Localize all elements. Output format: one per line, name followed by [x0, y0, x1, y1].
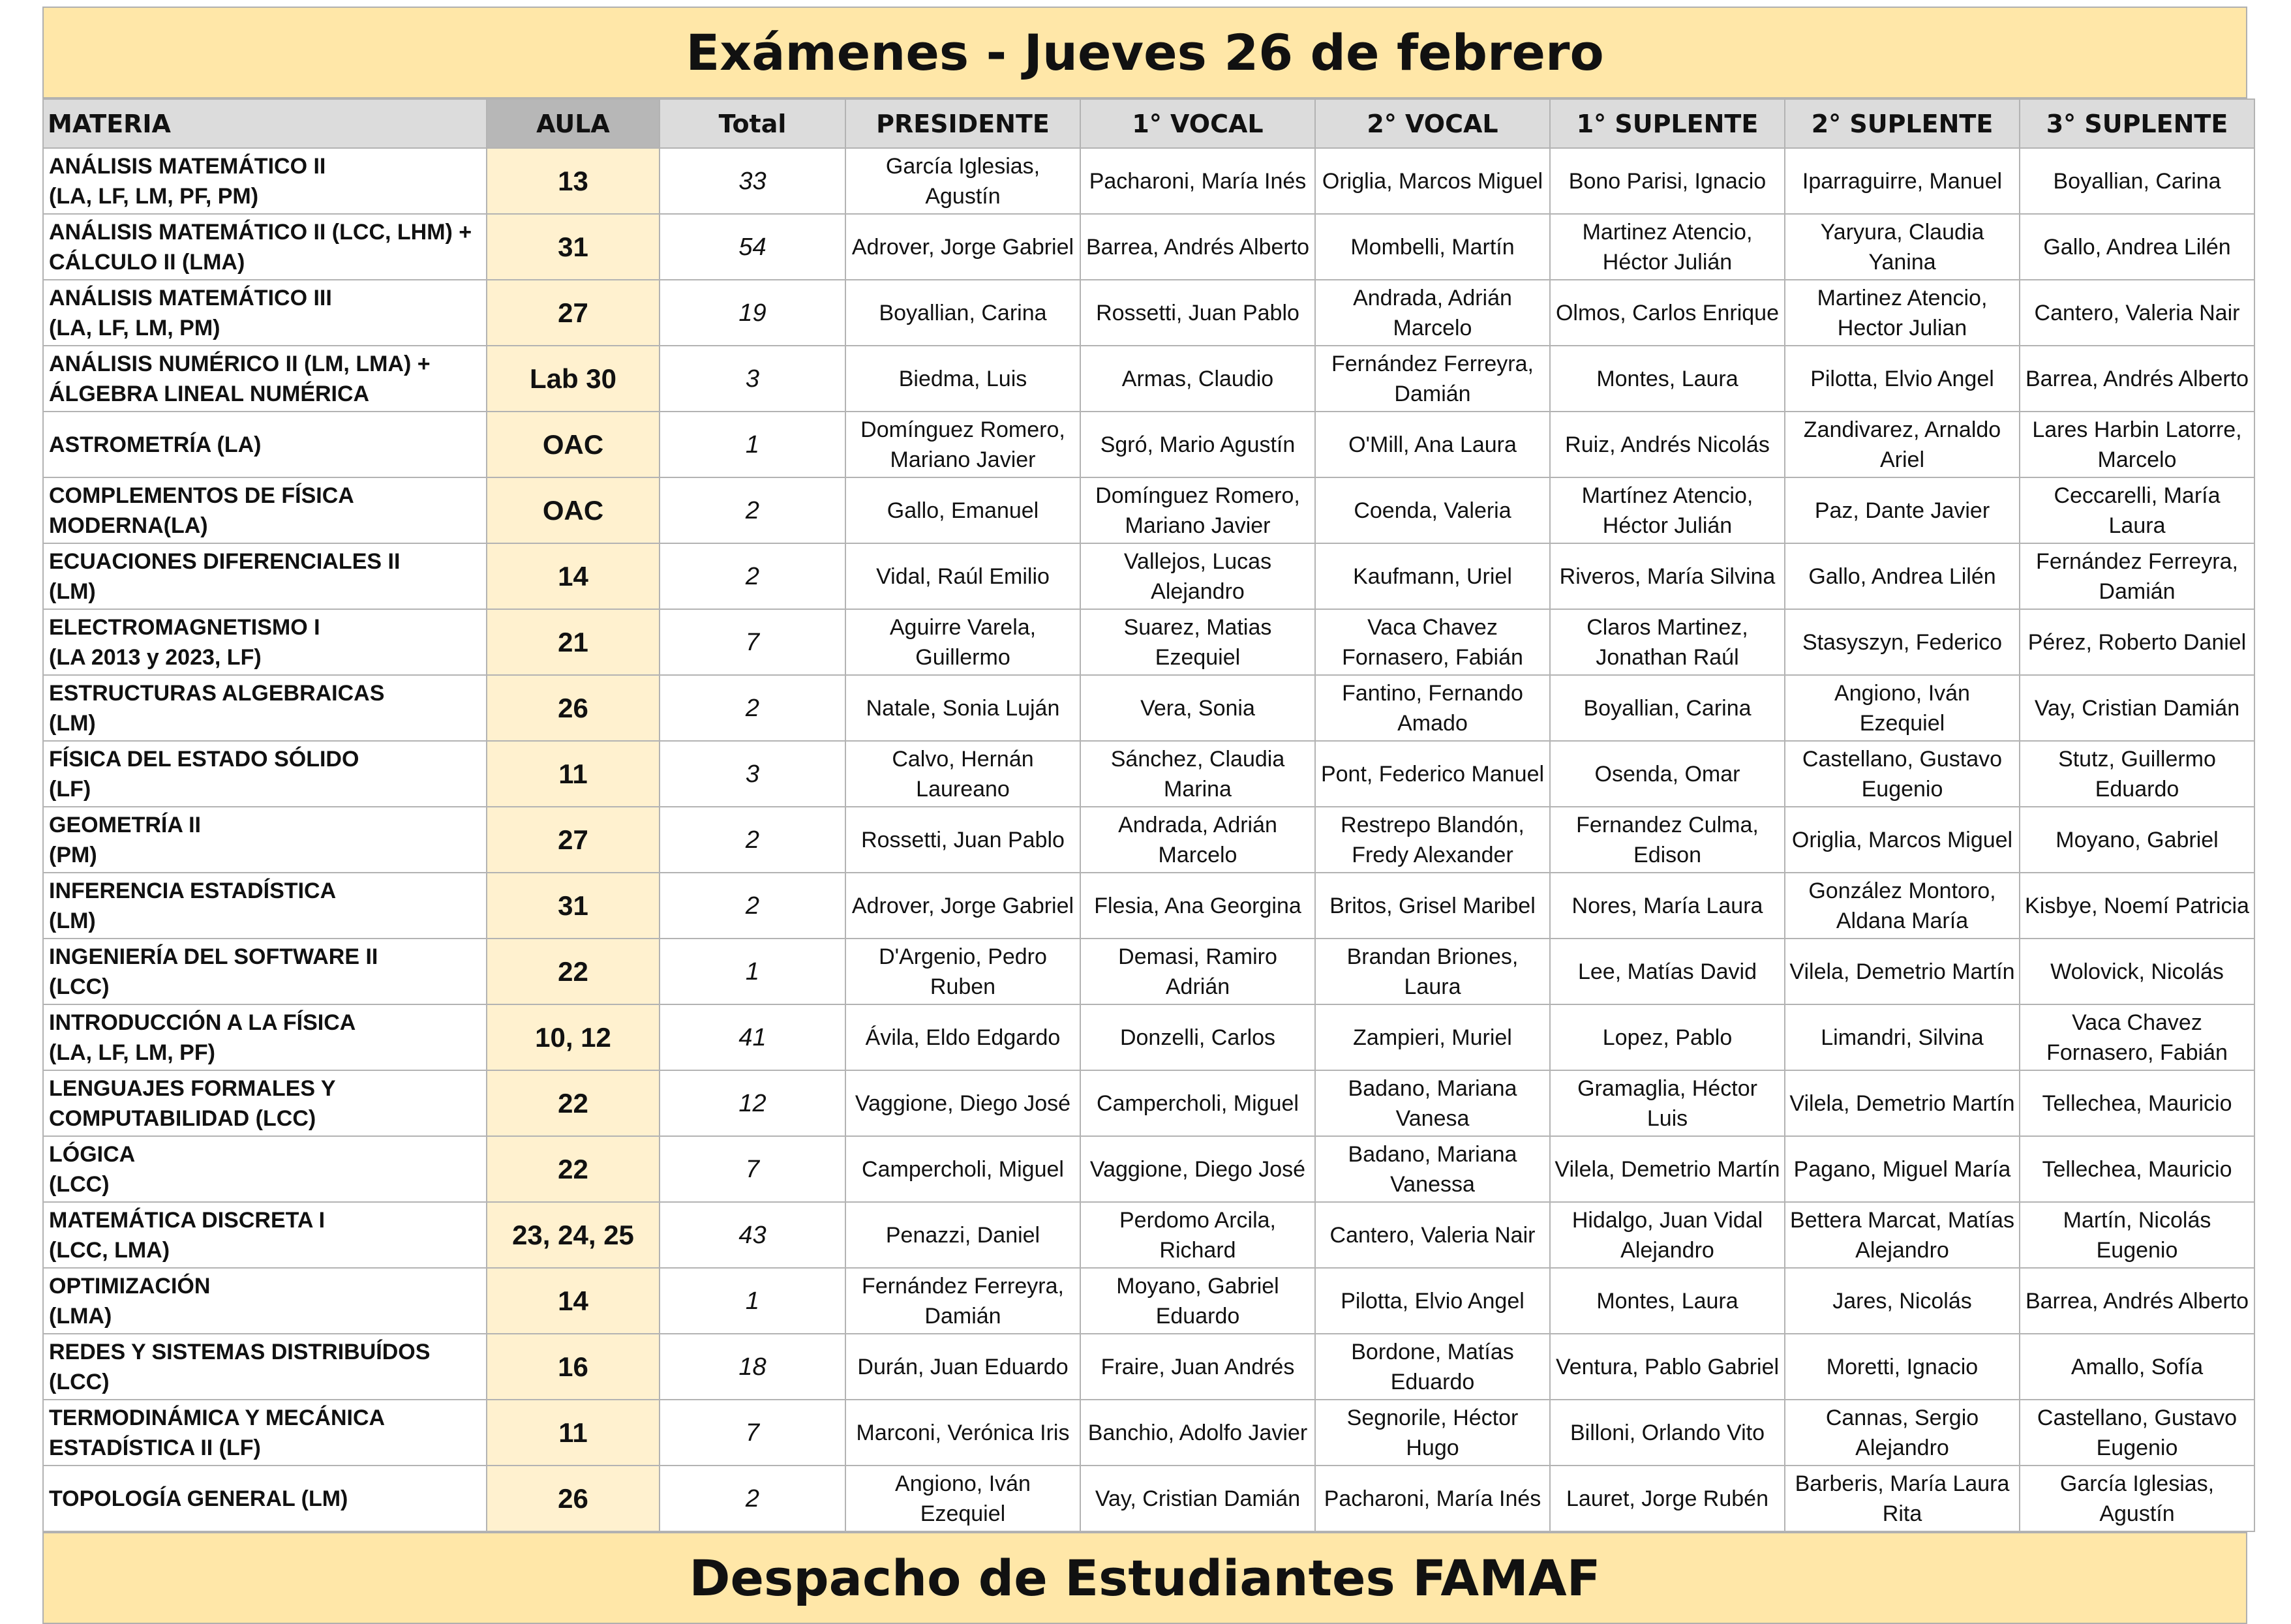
vocal-2-cell: Origlia, Marcos Miguel [1315, 148, 1550, 214]
vocal-1-cell: Fraire, Juan Andrés [1080, 1334, 1315, 1400]
presidente-cell: Biedma, Luis [845, 346, 1080, 412]
suplente-2-cell: Moretti, Ignacio [1785, 1334, 2020, 1400]
vocal-1-cell: Demasi, Ramiro Adrián [1080, 939, 1315, 1004]
vocal-2-cell: Segnorile, Héctor Hugo [1315, 1400, 1550, 1466]
materia-cell: TERMODINÁMICA Y MECÁNICA ESTADÍSTICA II (LF) [43, 1400, 487, 1466]
presidente-cell: Marconi, Verónica Iris [845, 1400, 1080, 1466]
materia-cell: ANÁLISIS MATEMÁTICO III (LA, LF, LM, PM) [43, 280, 487, 346]
total-cell: 3 [660, 346, 845, 412]
materia-cell: COMPLEMENTOS DE FÍSICA MODERNA(LA) [43, 477, 487, 543]
vocal-2-cell: Vaca Chavez Fornasero, Fabián [1315, 609, 1550, 675]
materia-cell: OPTIMIZACIÓN (LMA) [43, 1268, 487, 1334]
suplente-3-cell: Kisbye, Noemí Patricia [2020, 873, 2254, 939]
materia-cell: ELECTROMAGNETISMO I (LA 2013 y 2023, LF) [43, 609, 487, 675]
presidente-cell: Angiono, Iván Ezequiel [845, 1466, 1080, 1531]
total-cell: 43 [660, 1202, 845, 1268]
vocal-1-cell: Banchio, Adolfo Javier [1080, 1400, 1315, 1466]
vocal-2-cell: Badano, Mariana Vanesa [1315, 1070, 1550, 1136]
suplente-2-cell: Castellano, Gustavo Eugenio [1785, 741, 2020, 807]
vocal-2-cell: Fernández Ferreyra, Damián [1315, 346, 1550, 412]
suplente-3-cell: Martín, Nicolás Eugenio [2020, 1202, 2254, 1268]
suplente-3-cell: Moyano, Gabriel [2020, 807, 2254, 873]
table-row [43, 148, 2254, 214]
suplente-2-cell: Martinez Atencio, Hector Julian [1785, 280, 2020, 346]
suplente-3-cell: Stutz, Guillermo Eduardo [2020, 741, 2254, 807]
vocal-2-cell: Britos, Grisel Maribel [1315, 873, 1550, 939]
table-row [43, 1070, 2254, 1136]
aula-cell: 26 [487, 675, 660, 741]
total-cell: 41 [660, 1004, 845, 1070]
presidente-cell: Campercholi, Miguel [845, 1136, 1080, 1202]
total-cell: 1 [660, 939, 845, 1004]
column-header-suplente-2: 2° SUPLENTE [1785, 99, 2020, 148]
vocal-1-cell: Rossetti, Juan Pablo [1080, 280, 1315, 346]
suplente-3-cell: Vay, Cristian Damián [2020, 675, 2254, 741]
vocal-2-cell: Mombelli, Martín [1315, 214, 1550, 280]
vocal-2-cell: Bordone, Matías Eduardo [1315, 1334, 1550, 1400]
vocal-1-cell: Vallejos, Lucas Alejandro [1080, 543, 1315, 609]
suplente-1-cell: Martinez Atencio, Héctor Julián [1550, 214, 1785, 280]
vocal-1-cell: Barrea, Andrés Alberto [1080, 214, 1315, 280]
presidente-cell: Vidal, Raúl Emilio [845, 543, 1080, 609]
suplente-3-cell: Ceccarelli, María Laura [2020, 477, 2254, 543]
total-cell: 2 [660, 873, 845, 939]
materia-cell: INFERENCIA ESTADÍSTICA (LM) [43, 873, 487, 939]
aula-cell: 11 [487, 741, 660, 807]
total-cell: 1 [660, 412, 845, 477]
total-cell: 2 [660, 675, 845, 741]
vocal-1-cell: Flesia, Ana Georgina [1080, 873, 1315, 939]
suplente-1-cell: Claros Martinez, Jonathan Raúl [1550, 609, 1785, 675]
presidente-cell: Domínguez Romero, Mariano Javier [845, 412, 1080, 477]
presidente-cell: Gallo, Emanuel [845, 477, 1080, 543]
vocal-1-cell: Pacharoni, María Inés [1080, 148, 1315, 214]
presidente-cell: Natale, Sonia Luján [845, 675, 1080, 741]
header-row [43, 99, 2254, 148]
materia-cell: ANÁLISIS MATEMÁTICO II (LA, LF, LM, PF, PM) [43, 148, 487, 214]
exam-rows [43, 148, 2254, 1531]
suplente-2-cell: Cannas, Sergio Alejandro [1785, 1400, 2020, 1466]
vocal-1-cell: Domínguez Romero, Mariano Javier [1080, 477, 1315, 543]
suplente-3-cell: Amallo, Sofía [2020, 1334, 2254, 1400]
vocal-1-cell: Sgró, Mario Agustín [1080, 412, 1315, 477]
suplente-3-cell: Gallo, Andrea Lilén [2020, 214, 2254, 280]
suplente-2-cell: Barberis, María Laura Rita [1785, 1466, 2020, 1531]
table-row [43, 807, 2254, 873]
materia-cell: FÍSICA DEL ESTADO SÓLIDO (LF) [43, 741, 487, 807]
column-header-suplente-3: 3° SUPLENTE [2020, 99, 2254, 148]
vocal-2-cell: Restrepo Blandón, Fredy Alexander [1315, 807, 1550, 873]
suplente-2-cell: Yaryura, Claudia Yanina [1785, 214, 2020, 280]
aula-cell: 13 [487, 148, 660, 214]
suplente-3-cell: Barrea, Andrés Alberto [2020, 1268, 2254, 1334]
suplente-2-cell: Stasyszyn, Federico [1785, 609, 2020, 675]
total-cell: 7 [660, 1136, 845, 1202]
presidente-cell: Rossetti, Juan Pablo [845, 807, 1080, 873]
vocal-2-cell: O'Mill, Ana Laura [1315, 412, 1550, 477]
table-row [43, 873, 2254, 939]
table-row [43, 1466, 2254, 1531]
total-cell: 2 [660, 1466, 845, 1531]
suplente-1-cell: Billoni, Orlando Vito [1550, 1400, 1785, 1466]
aula-cell: 27 [487, 280, 660, 346]
suplente-3-cell: Castellano, Gustavo Eugenio [2020, 1400, 2254, 1466]
total-cell: 2 [660, 477, 845, 543]
vocal-1-cell: Andrada, Adrián Marcelo [1080, 807, 1315, 873]
total-cell: 33 [660, 148, 845, 214]
materia-cell: REDES Y SISTEMAS DISTRIBUÍDOS (LCC) [43, 1334, 487, 1400]
suplente-2-cell: Gallo, Andrea Lilén [1785, 543, 2020, 609]
suplente-2-cell: Pilotta, Elvio Angel [1785, 346, 2020, 412]
presidente-cell: Vaggione, Diego José [845, 1070, 1080, 1136]
table-row [43, 214, 2254, 280]
suplente-3-cell: Tellechea, Mauricio [2020, 1070, 2254, 1136]
suplente-3-cell: Fernández Ferreyra, Damián [2020, 543, 2254, 609]
total-cell: 19 [660, 280, 845, 346]
aula-cell: 31 [487, 873, 660, 939]
table-row [43, 1268, 2254, 1334]
suplente-2-cell: Pagano, Miguel María [1785, 1136, 2020, 1202]
aula-cell: 22 [487, 939, 660, 1004]
suplente-1-cell: Boyallian, Carina [1550, 675, 1785, 741]
materia-cell: GEOMETRÍA II (PM) [43, 807, 487, 873]
column-header-vocal-2: 2° VOCAL [1315, 99, 1550, 148]
suplente-2-cell: Zandivarez, Arnaldo Ariel [1785, 412, 2020, 477]
suplente-1-cell: Montes, Laura [1550, 346, 1785, 412]
presidente-cell: Adrover, Jorge Gabriel [845, 214, 1080, 280]
total-cell: 2 [660, 543, 845, 609]
suplente-1-cell: Vilela, Demetrio Martín [1550, 1136, 1785, 1202]
aula-cell: OAC [487, 477, 660, 543]
page-title: Exámenes - Jueves 26 de febrero [42, 7, 2247, 98]
suplente-3-cell: Cantero, Valeria Nair [2020, 280, 2254, 346]
vocal-2-cell: Zampieri, Muriel [1315, 1004, 1550, 1070]
suplente-1-cell: Osenda, Omar [1550, 741, 1785, 807]
presidente-cell: Fernández Ferreyra, Damián [845, 1268, 1080, 1334]
vocal-2-cell: Coenda, Valeria [1315, 477, 1550, 543]
presidente-cell: Ávila, Eldo Edgardo [845, 1004, 1080, 1070]
presidente-cell: Durán, Juan Eduardo [845, 1334, 1080, 1400]
vocal-1-cell: Armas, Claudio [1080, 346, 1315, 412]
vocal-2-cell: Fantino, Fernando Amado [1315, 675, 1550, 741]
presidente-cell: García Iglesias, Agustín [845, 148, 1080, 214]
materia-cell: ESTRUCTURAS ALGEBRAICAS (LM) [43, 675, 487, 741]
vocal-1-cell: Vay, Cristian Damián [1080, 1466, 1315, 1531]
vocal-2-cell: Pilotta, Elvio Angel [1315, 1268, 1550, 1334]
total-cell: 1 [660, 1268, 845, 1334]
suplente-1-cell: Lopez, Pablo [1550, 1004, 1785, 1070]
exam-schedule-sheet [42, 7, 2247, 1624]
aula-cell: 16 [487, 1334, 660, 1400]
table-row [43, 280, 2254, 346]
vocal-2-cell: Pacharoni, María Inés [1315, 1466, 1550, 1531]
aula-cell: Lab 30 [487, 346, 660, 412]
vocal-2-cell: Kaufmann, Uriel [1315, 543, 1550, 609]
aula-cell: OAC [487, 412, 660, 477]
suplente-3-cell: Vaca Chavez Fornasero, Fabián [2020, 1004, 2254, 1070]
column-header-suplente-1: 1° SUPLENTE [1550, 99, 1785, 148]
vocal-1-cell: Campercholi, Miguel [1080, 1070, 1315, 1136]
vocal-2-cell: Cantero, Valeria Nair [1315, 1202, 1550, 1268]
suplente-2-cell: Jares, Nicolás [1785, 1268, 2020, 1334]
table-row [43, 477, 2254, 543]
suplente-1-cell: Ventura, Pablo Gabriel [1550, 1334, 1785, 1400]
vocal-1-cell: Vera, Sonia [1080, 675, 1315, 741]
presidente-cell: Penazzi, Daniel [845, 1202, 1080, 1268]
suplente-2-cell: Vilela, Demetrio Martín [1785, 1070, 2020, 1136]
column-header-vocal-1: 1° VOCAL [1080, 99, 1315, 148]
suplente-2-cell: González Montoro, Aldana María [1785, 873, 2020, 939]
materia-cell: ANÁLISIS MATEMÁTICO II (LCC, LHM) + CÁLCULO II (LMA) [43, 214, 487, 280]
suplente-1-cell: Riveros, María Silvina [1550, 543, 1785, 609]
materia-cell: ANÁLISIS NUMÉRICO II (LM, LMA) + ÁLGEBRA LINEAL NUMÉRICA [43, 346, 487, 412]
suplente-3-cell: Tellechea, Mauricio [2020, 1136, 2254, 1202]
table-row [43, 675, 2254, 741]
table-row [43, 1202, 2254, 1268]
table-row [43, 1004, 2254, 1070]
vocal-1-cell: Donzelli, Carlos [1080, 1004, 1315, 1070]
suplente-3-cell: Lares Harbin Latorre, Marcelo [2020, 412, 2254, 477]
suplente-2-cell: Angiono, Iván Ezequiel [1785, 675, 2020, 741]
aula-cell: 27 [487, 807, 660, 873]
total-cell: 2 [660, 807, 845, 873]
vocal-1-cell: Sánchez, Claudia Marina [1080, 741, 1315, 807]
suplente-3-cell: Boyallian, Carina [2020, 148, 2254, 214]
table-row [43, 346, 2254, 412]
suplente-3-cell: García Iglesias, Agustín [2020, 1466, 2254, 1531]
suplente-2-cell: Limandri, Silvina [1785, 1004, 2020, 1070]
column-header-aula: AULA [487, 99, 660, 148]
aula-cell: 14 [487, 543, 660, 609]
vocal-1-cell: Perdomo Arcila, Richard [1080, 1202, 1315, 1268]
suplente-1-cell: Montes, Laura [1550, 1268, 1785, 1334]
suplente-1-cell: Lauret, Jorge Rubén [1550, 1466, 1785, 1531]
vocal-1-cell: Moyano, Gabriel Eduardo [1080, 1268, 1315, 1334]
materia-cell: TOPOLOGÍA GENERAL (LM) [43, 1466, 487, 1531]
suplente-1-cell: Nores, María Laura [1550, 873, 1785, 939]
presidente-cell: Aguirre Varela, Guillermo [845, 609, 1080, 675]
column-header-presidente: PRESIDENTE [845, 99, 1080, 148]
presidente-cell: Boyallian, Carina [845, 280, 1080, 346]
total-cell: 7 [660, 609, 845, 675]
total-cell: 12 [660, 1070, 845, 1136]
exam-table [42, 98, 2255, 1532]
table-row [43, 741, 2254, 807]
suplente-1-cell: Ruiz, Andrés Nicolás [1550, 412, 1785, 477]
aula-cell: 23, 24, 25 [487, 1202, 660, 1268]
suplente-2-cell: Vilela, Demetrio Martín [1785, 939, 2020, 1004]
total-cell: 18 [660, 1334, 845, 1400]
aula-cell: 10, 12 [487, 1004, 660, 1070]
suplente-1-cell: Olmos, Carlos Enrique [1550, 280, 1785, 346]
aula-cell: 26 [487, 1466, 660, 1531]
table-row [43, 1400, 2254, 1466]
suplente-1-cell: Hidalgo, Juan Vidal Alejandro [1550, 1202, 1785, 1268]
table-row [43, 543, 2254, 609]
table-row [43, 939, 2254, 1004]
column-header-materia: MATERIA [43, 99, 487, 148]
aula-cell: 31 [487, 214, 660, 280]
suplente-2-cell: Paz, Dante Javier [1785, 477, 2020, 543]
aula-cell: 11 [487, 1400, 660, 1466]
materia-cell: INTRODUCCIÓN A LA FÍSICA (LA, LF, LM, PF) [43, 1004, 487, 1070]
vocal-1-cell: Vaggione, Diego José [1080, 1136, 1315, 1202]
suplente-2-cell: Bettera Marcat, Matías Alejandro [1785, 1202, 2020, 1268]
suplente-3-cell: Barrea, Andrés Alberto [2020, 346, 2254, 412]
suplente-3-cell: Wolovick, Nicolás [2020, 939, 2254, 1004]
materia-cell: ASTROMETRÍA (LA) [43, 412, 487, 477]
table-row [43, 1136, 2254, 1202]
materia-cell: INGENIERÍA DEL SOFTWARE II (LCC) [43, 939, 487, 1004]
vocal-2-cell: Badano, Mariana Vanessa [1315, 1136, 1550, 1202]
materia-cell: MATEMÁTICA DISCRETA I (LCC, LMA) [43, 1202, 487, 1268]
total-cell: 3 [660, 741, 845, 807]
materia-cell: LÓGICA (LCC) [43, 1136, 487, 1202]
materia-cell: ECUACIONES DIFERENCIALES II (LM) [43, 543, 487, 609]
table-row [43, 1334, 2254, 1400]
suplente-1-cell: Martínez Atencio, Héctor Julián [1550, 477, 1785, 543]
suplente-3-cell: Pérez, Roberto Daniel [2020, 609, 2254, 675]
footer-title: Despacho de Estudiantes FAMAF [42, 1532, 2247, 1624]
materia-cell: LENGUAJES FORMALES Y COMPUTABILIDAD (LCC) [43, 1070, 487, 1136]
presidente-cell: Calvo, Hernán Laureano [845, 741, 1080, 807]
presidente-cell: D'Argenio, Pedro Ruben [845, 939, 1080, 1004]
aula-cell: 22 [487, 1136, 660, 1202]
presidente-cell: Adrover, Jorge Gabriel [845, 873, 1080, 939]
column-header-total: Total [660, 99, 845, 148]
suplente-1-cell: Bono Parisi, Ignacio [1550, 148, 1785, 214]
table-row [43, 609, 2254, 675]
vocal-2-cell: Pont, Federico Manuel [1315, 741, 1550, 807]
vocal-2-cell: Andrada, Adrián Marcelo [1315, 280, 1550, 346]
aula-cell: 22 [487, 1070, 660, 1136]
total-cell: 54 [660, 214, 845, 280]
suplente-1-cell: Fernandez Culma, Edison [1550, 807, 1785, 873]
table-row [43, 412, 2254, 477]
suplente-2-cell: Iparraguirre, Manuel [1785, 148, 2020, 214]
aula-cell: 14 [487, 1268, 660, 1334]
suplente-1-cell: Gramaglia, Héctor Luis [1550, 1070, 1785, 1136]
aula-cell: 21 [487, 609, 660, 675]
suplente-1-cell: Lee, Matías David [1550, 939, 1785, 1004]
suplente-2-cell: Origlia, Marcos Miguel [1785, 807, 2020, 873]
total-cell: 7 [660, 1400, 845, 1466]
vocal-1-cell: Suarez, Matias Ezequiel [1080, 609, 1315, 675]
vocal-2-cell: Brandan Briones, Laura [1315, 939, 1550, 1004]
